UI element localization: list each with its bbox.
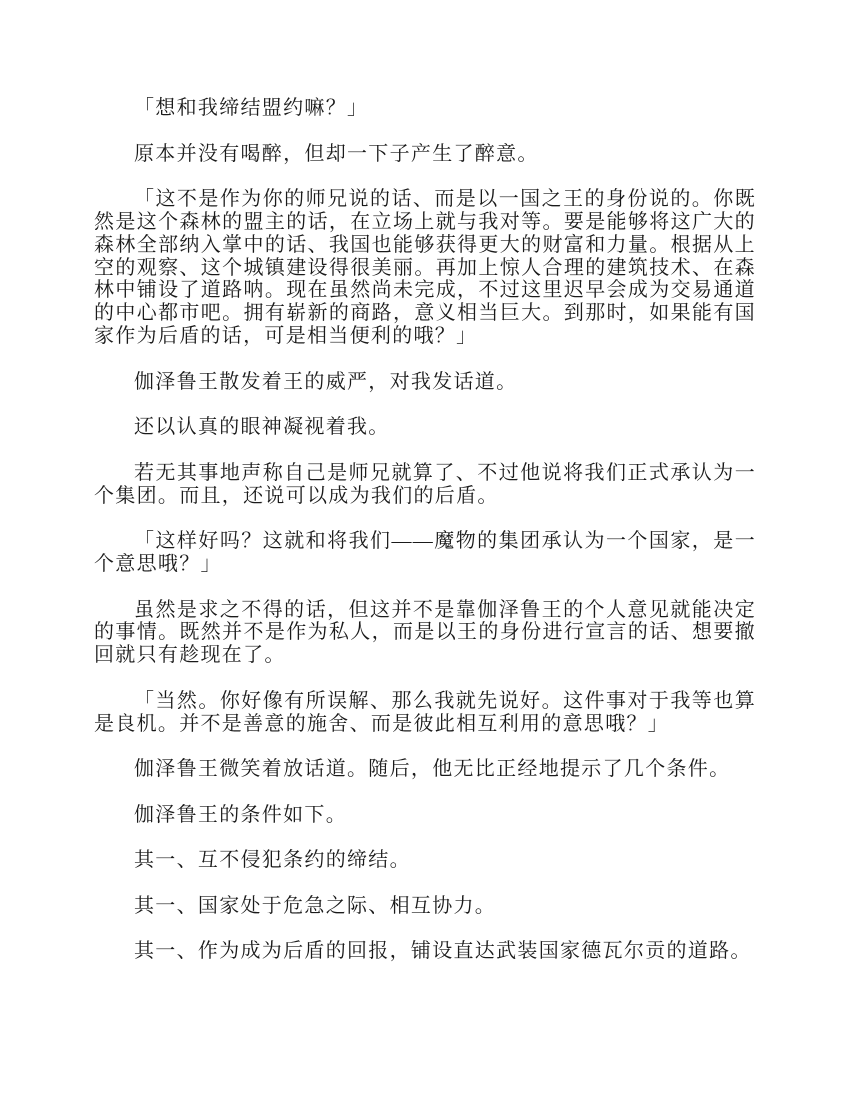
document-body: [94, 97, 756, 963]
paragraph-dialogue: 「这不是作为你的师兄说的话、而是以一国之王的身份说的。你既然是这个森林的盟主的话，在立场上就与我对等。要是能够将这广大的森林全部纳入掌中的话、我国也能够获得更大的财富和力量。根据从上空的观察、这个城镇建设得很美丽。再加上惊人合理的建筑技术、在森林中铺设了道路呐。现在虽然尚未完成，不过这里迟早会成为交易通道的中心都市吧。拥有崭新的商路，意义相当巨大。到那时，如果能有国家作为后盾的话，可是相当便利的哦？」: [94, 188, 756, 347]
paragraph-dialogue: 「这样好吗？这就和将我们——魔物的集团承认为一个国家，是一个意思哦？」: [94, 530, 756, 575]
paragraph-condition: 其一、互不侵犯条约的缔结。: [134, 849, 411, 872]
paragraph-dialogue: 「想和我缔结盟约嘛？」: [134, 97, 369, 119]
paragraph-narration: 伽泽鲁王微笑着放话道。随后，他无比正经地提示了几个条件。: [134, 758, 731, 781]
paragraph-dialogue: 「当然。你好像有所误解、那么我就先说好。这件事对于我等也算是良机。并不是善意的施舍、而是彼此相互利用的意思哦？」: [94, 689, 756, 735]
paragraph-condition: 其一、国家处于危急之际、相互协力。: [134, 894, 497, 917]
paragraph-narration: 若无其事地声称自己是师兄就算了、不过他说将我们正式承认为一个集团。而且，还说可以成为我们的后盾。: [94, 461, 756, 507]
paragraph-narration: 原本并没有喝醉，但却一下子产生了醉意。: [134, 142, 539, 165]
paragraph-narration: 虽然是求之不得的话，但这并不是靠伽泽鲁王的个人意见就能决定的事情。既然并不是作为私人，而是以王的身份进行宣言的话、想要撤回就只有趁现在了。: [94, 598, 756, 667]
paragraph-narration: 还以认真的眼神凝视着我。: [134, 416, 390, 439]
paragraph-narration: 伽泽鲁王的条件如下。: [134, 803, 347, 826]
paragraph-narration: 伽泽鲁王散发着王的威严，对我发话道。: [134, 370, 518, 393]
paragraph-condition: 其一、作为成为后盾的回报，铺设直达武装国家德瓦尔贡的道路。: [134, 940, 752, 963]
